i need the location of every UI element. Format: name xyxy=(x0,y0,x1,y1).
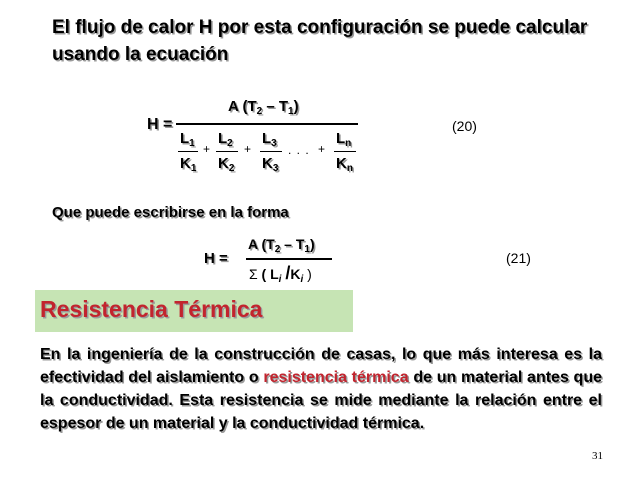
highlight-term: resistencia térmica xyxy=(263,369,409,386)
eq20-termn-numerator: $L_n$ xyxy=(336,130,352,149)
eq20-plus-1: + xyxy=(203,142,211,156)
eq20-term2-numerator: $L_2$ xyxy=(218,130,233,149)
eq21-number: (21) xyxy=(506,250,531,266)
eq20-numerator: A $(T_2 - T_1)$ xyxy=(228,98,299,117)
slide-heading: El flujo de calor H por esta configuración se puede calcular usando la ecuación xyxy=(52,17,588,65)
eq20-fraction-bar xyxy=(176,123,358,125)
eq20-termn-bar xyxy=(334,151,356,152)
eq21-fraction-bar xyxy=(246,258,332,260)
page-number: 31 xyxy=(592,450,603,462)
eq21-numerator: A $(T_2 - T_1)$ xyxy=(248,236,315,255)
eq20-term1-bar xyxy=(178,151,198,152)
eq20-term1-denominator: $K_1$ xyxy=(180,155,197,174)
eq20-term1-numerator: $L_1$ xyxy=(180,130,195,149)
section-banner-title: Resistencia Térmica xyxy=(40,296,263,322)
body-paragraph: En la ingeniería de la construcción de casas, lo que más interesa es la efectividad del aislamiento o resistencia térmica de un material antes que la conductividad. Esta resistencia se mide mediante la relación entre el espesor de un material y la conductividad térmica. xyxy=(40,346,602,432)
eq20-number: (20) xyxy=(452,118,477,134)
eq20-term2-denominator: $K_2$ xyxy=(218,155,235,174)
eq20-term2-bar xyxy=(216,151,238,152)
eq20-plus-3: + xyxy=(318,142,326,156)
subheading: Que puede escribirse en la forma xyxy=(52,204,289,221)
eq21-denominator: Σ ( $L_i$ $/K_i$ ) xyxy=(249,263,312,285)
eq20-lhs: H = xyxy=(147,116,173,133)
eq20-plus-2: + xyxy=(244,142,252,156)
eq20-termn-denominator: $K_n$ xyxy=(336,155,353,174)
eq20-term3-numerator: $L_3$ xyxy=(262,130,277,149)
eq21-lhs: H = xyxy=(204,250,228,267)
eq20-ellipsis: . . . xyxy=(288,143,310,157)
eq20-term3-denominator: $K_3$ xyxy=(262,155,279,174)
eq20-term3-bar xyxy=(260,151,282,152)
